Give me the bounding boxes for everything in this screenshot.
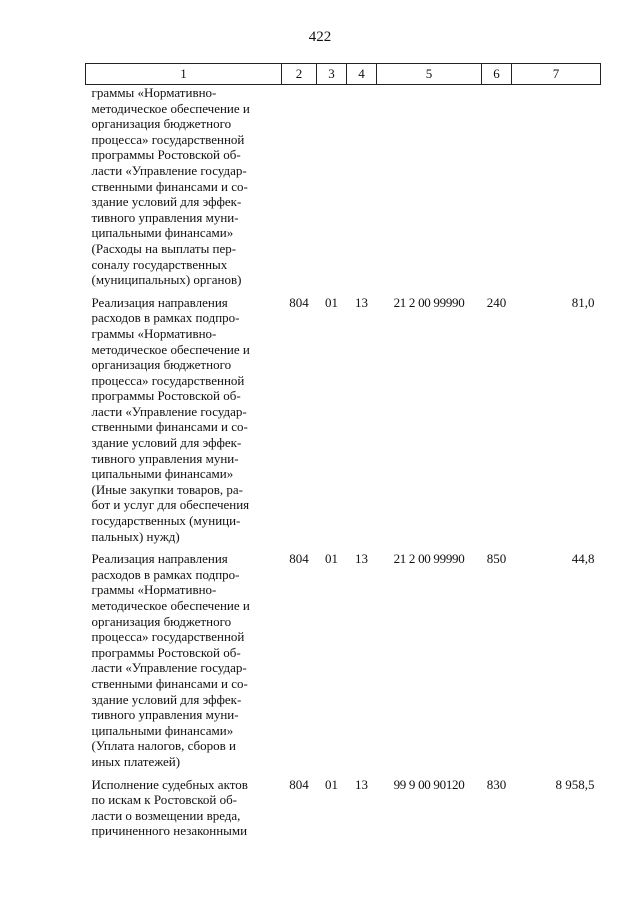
table-row [86,295,601,552]
row-section-code: 01 [325,776,338,792]
row-amount: 44,8 [571,551,595,567]
header-col-6: 6 [482,64,512,85]
row-subsection-code: 13 [355,776,368,792]
row-expense-type: 830 [486,776,507,792]
row-description: граммы «Нормативно- методическое обеспечение и организация бюджетного процесса» государственной программы Ростовской об- ласти «Управление государ- ственными финансами и со- здание условий для эффек- тивного управления муни- ципальными финансами» (Расходы на выплаты пер- соналу государственных (муниципальных) органов) [91,85,250,288]
row-target-code: 21 2 00 99990 [393,294,465,310]
row-section-code [317,85,347,295]
row-expense-type: 850 [486,551,507,567]
row-description: Реализация направления расходов в рамках подпро- граммы «Нормативно- методическое обеспечение и организация бюджетного процесса» государственной программы Ростовской об- ласти «Управление государ- ственными финансами и со- здание условий для эффек- тивного управления муни- ципальными финансами» (Уплата налогов, сборов и иных платежей) [91,551,250,769]
row-expense-type [482,85,512,295]
header-col-3: 3 [317,64,347,85]
row-ministry-code [282,85,317,295]
row-expense-type: 240 [486,294,507,310]
header-row [86,64,601,85]
header-col-1: 1 [86,64,282,85]
table-row [86,85,601,295]
row-target-code [377,85,482,295]
row-section-code: 01 [325,294,338,310]
row-description: Реализация направления расходов в рамках подпро- граммы «Нормативно- методическое обеспечение и организация бюджетного процесса» государственной программы Ростовской об- ласти «Управление государ- ственными финансами и со- здание условий для эффек- тивного управления муни- ципальными финансами» (Иные закупки товаров, ра- бот и услуг для обеспечения государственных (муници- пальных) нужд) [91,294,250,544]
header-col-5: 5 [377,64,482,85]
row-ministry-code: 804 [289,776,309,792]
row-amount: 81,0 [571,294,595,310]
row-description: Исполнение судебных актов по искам к Ростовской об- ласти о возмещении вреда, причиненного незаконными [91,776,248,839]
row-amount [512,85,601,295]
row-subsection-code: 13 [355,294,368,310]
row-subsection-code [347,85,377,295]
row-ministry-code: 804 [289,294,309,310]
row-amount: 8 958,5 [555,776,595,792]
row-subsection-code: 13 [355,551,368,567]
page-number: 422 [308,29,332,45]
row-target-code: 99 9 00 90120 [393,776,465,792]
row-target-code: 21 2 00 99990 [393,551,465,567]
table-row [86,777,601,846]
table-row [86,551,601,776]
row-ministry-code: 804 [289,551,309,567]
budget-table [85,63,601,846]
header-col-7: 7 [512,64,601,85]
header-col-2: 2 [282,64,317,85]
header-col-4: 4 [347,64,377,85]
row-section-code: 01 [325,551,338,567]
